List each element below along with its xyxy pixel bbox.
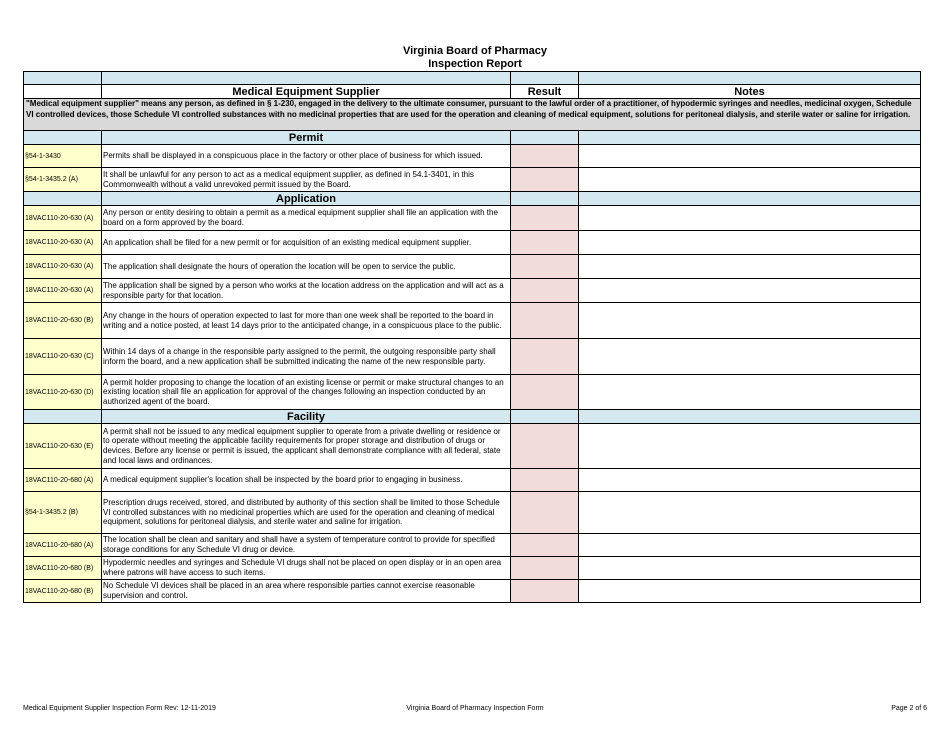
notes-field[interactable] bbox=[579, 492, 921, 534]
checklist-row bbox=[24, 469, 921, 492]
notes-field[interactable] bbox=[579, 469, 921, 492]
requirement-text: Any person or entity desiring to obtain a permit as a medical equipment supplier shall file an application with the board on a form approved by the board. bbox=[102, 206, 511, 231]
regulation-reference: 18VAC110-20-630 (A) bbox=[24, 255, 102, 279]
section-blank bbox=[24, 192, 102, 206]
column-notes: Notes bbox=[579, 85, 921, 99]
notes-field[interactable] bbox=[579, 279, 921, 303]
column-header-row bbox=[24, 85, 921, 99]
notes-field[interactable] bbox=[579, 557, 921, 580]
regulation-reference: §54-1-3435.2 (B) bbox=[24, 492, 102, 534]
notes-field[interactable] bbox=[579, 168, 921, 192]
checklist-row bbox=[24, 206, 921, 231]
section-blank bbox=[579, 410, 921, 424]
requirement-text: Hypodermic needles and syringes and Schedule VI drugs shall not be placed on open display or in an open area where patrons will have access to such items. bbox=[102, 557, 511, 580]
checklist-row bbox=[24, 492, 921, 534]
checklist-row bbox=[24, 279, 921, 303]
regulation-reference: 18VAC110-20-680 (B) bbox=[24, 580, 102, 603]
checklist-row bbox=[24, 339, 921, 375]
regulation-reference: §54-1-3435.2 (A) bbox=[24, 168, 102, 192]
notes-field[interactable] bbox=[579, 534, 921, 557]
result-field[interactable] bbox=[511, 255, 579, 279]
regulation-reference: 18VAC110-20-680 (A) bbox=[24, 469, 102, 492]
section-blank bbox=[579, 131, 921, 145]
inspection-table bbox=[23, 71, 921, 603]
checklist-row bbox=[24, 424, 921, 469]
regulation-reference: 18VAC110-20-680 (B) bbox=[24, 557, 102, 580]
requirement-text: The application shall be signed by a person who works at the location address on the application and will act as a responsible party for that location. bbox=[102, 279, 511, 303]
requirement-text: Prescription drugs received, stored, and distributed by authority of this section shall be limited to those Schedule VI controlled substances with no medicinal properties which are used for the operation and cleaning of medical equipment, solutions for peritoneal dialysis, and sterile water and saline for irrigation. bbox=[102, 492, 511, 534]
notes-field[interactable] bbox=[579, 231, 921, 255]
requirement-text: Any change in the hours of operation expected to last for more than one week shall be reported to the board in writing and a notice posted, at least 14 days prior to the anticipated change, in a conspicuous place to the public. bbox=[102, 303, 511, 339]
result-field[interactable] bbox=[511, 492, 579, 534]
requirement-text: No Schedule VI devices shall be placed in an area where responsible parties cannot exercise reasonable supervision and control. bbox=[102, 580, 511, 603]
section-blank bbox=[579, 192, 921, 206]
result-field[interactable] bbox=[511, 303, 579, 339]
column-title: Medical Equipment Supplier bbox=[102, 85, 511, 99]
notes-field[interactable] bbox=[579, 303, 921, 339]
regulation-reference: 18VAC110-20-630 (D) bbox=[24, 375, 102, 410]
section-blank bbox=[511, 131, 579, 145]
result-field[interactable] bbox=[511, 375, 579, 410]
checklist-row bbox=[24, 255, 921, 279]
document-title: Virginia Board of Pharmacy bbox=[402, 45, 548, 57]
requirement-text: A permit shall not be issued to any medical equipment supplier to operate from a private dwelling or residence or to operate without meeting the applicable facility requirements for proper storage and distribution of drugs or devices. Before any license or permit is issued, the applicant shall demonstrate compliance with all federal, state and local laws and ordinances. bbox=[102, 424, 511, 469]
requirement-text: A permit holder proposing to change the location of an existing license or permit or make structural changes to an existing location shall file an application for approval of the changes following an inspection conducted by an authorized agent of the board. bbox=[102, 375, 511, 410]
section-blank bbox=[511, 192, 579, 206]
result-field[interactable] bbox=[511, 279, 579, 303]
checklist-row bbox=[24, 375, 921, 410]
checklist-row bbox=[24, 580, 921, 603]
column-result: Result bbox=[511, 85, 579, 99]
regulation-reference: 18VAC110-20-630 (C) bbox=[24, 339, 102, 375]
result-field[interactable] bbox=[511, 206, 579, 231]
section-title: Application bbox=[102, 192, 511, 206]
section-title: Permit bbox=[102, 131, 511, 145]
requirement-text: The application shall designate the hours of operation the location will be open to service the public. bbox=[102, 255, 511, 279]
notes-field[interactable] bbox=[579, 375, 921, 410]
definition-text: "Medical equipment supplier" means any person, as defined in § 1-230, engaged in the delivery to the ultimate consumer, pursuant to the lawful order of a practitioner, of hypodermic syringes and needles, medicinal oxygen, Schedule VI controlled devices, those Schedule VI controlled substances with no medicinal properties that are used for the operation and cleaning of medical equipment, solutions for peritoneal dialysis, and sterile water or saline for irrigation. bbox=[24, 99, 921, 131]
regulation-reference: §54-1-3430 bbox=[24, 145, 102, 168]
spacer-row bbox=[24, 72, 921, 85]
section-blank bbox=[511, 410, 579, 424]
requirement-text: Within 14 days of a change in the responsible party assigned to the permit, the outgoing responsible party shall inform the board, and a new application shall be submitted indicating the name of the new responsible party. bbox=[102, 339, 511, 375]
notes-field[interactable] bbox=[579, 424, 921, 469]
regulation-reference: 18VAC110-20-630 (E) bbox=[24, 424, 102, 469]
section-blank bbox=[24, 410, 102, 424]
definition-row bbox=[24, 99, 921, 131]
requirement-text: An application shall be filed for a new permit or for acquisition of an existing medical equipment supplier. bbox=[102, 231, 511, 255]
document-subtitle: Inspection Report bbox=[428, 58, 522, 70]
notes-field[interactable] bbox=[579, 580, 921, 603]
regulation-reference: 18VAC110-20-630 (A) bbox=[24, 206, 102, 231]
section-header-row bbox=[24, 192, 921, 206]
notes-field[interactable] bbox=[579, 206, 921, 231]
requirement-text: The location shall be clean and sanitary and shall have a system of temperature control to provide for specified storage conditions for any Schedule VI drug or device. bbox=[102, 534, 511, 557]
result-field[interactable] bbox=[511, 424, 579, 469]
result-field[interactable] bbox=[511, 168, 579, 192]
regulation-reference: 18VAC110-20-680 (A) bbox=[24, 534, 102, 557]
checklist-row bbox=[24, 303, 921, 339]
checklist-row bbox=[24, 168, 921, 192]
result-field[interactable] bbox=[511, 557, 579, 580]
footer-page-number: Page 2 of 6 bbox=[891, 705, 927, 712]
notes-field[interactable] bbox=[579, 255, 921, 279]
result-field[interactable] bbox=[511, 231, 579, 255]
requirement-text: It shall be unlawful for any person to act as a medical equipment supplier, as defined in 54.1-3401, in this Commonwealth without a valid unrevoked permit issued by the Board. bbox=[102, 168, 511, 192]
footer-revision: Medical Equipment Supplier Inspection Form Rev: 12-11-2019 bbox=[23, 705, 216, 712]
footer-form-name: Virginia Board of Pharmacy Inspection Form bbox=[406, 705, 544, 712]
checklist-row bbox=[24, 145, 921, 168]
section-header-row bbox=[24, 410, 921, 424]
result-field[interactable] bbox=[511, 469, 579, 492]
notes-field[interactable] bbox=[579, 145, 921, 168]
result-field[interactable] bbox=[511, 145, 579, 168]
header-blank-cell bbox=[24, 85, 102, 99]
regulation-reference: 18VAC110-20-630 (B) bbox=[24, 303, 102, 339]
section-blank bbox=[24, 131, 102, 145]
checklist-row bbox=[24, 231, 921, 255]
checklist-row bbox=[24, 534, 921, 557]
notes-field[interactable] bbox=[579, 339, 921, 375]
section-header-row bbox=[24, 131, 921, 145]
requirement-text: Permits shall be displayed in a conspicuous place in the factory or other place of business for which issued. bbox=[102, 145, 511, 168]
section-title: Facility bbox=[102, 410, 511, 424]
checklist-row bbox=[24, 557, 921, 580]
regulation-reference: 18VAC110-20-630 (A) bbox=[24, 279, 102, 303]
result-field[interactable] bbox=[511, 339, 579, 375]
result-field[interactable] bbox=[511, 580, 579, 603]
result-field[interactable] bbox=[511, 534, 579, 557]
requirement-text: A medical equipment supplier's location shall be inspected by the board prior to engaging in business. bbox=[102, 469, 511, 492]
regulation-reference: 18VAC110-20-630 (A) bbox=[24, 231, 102, 255]
